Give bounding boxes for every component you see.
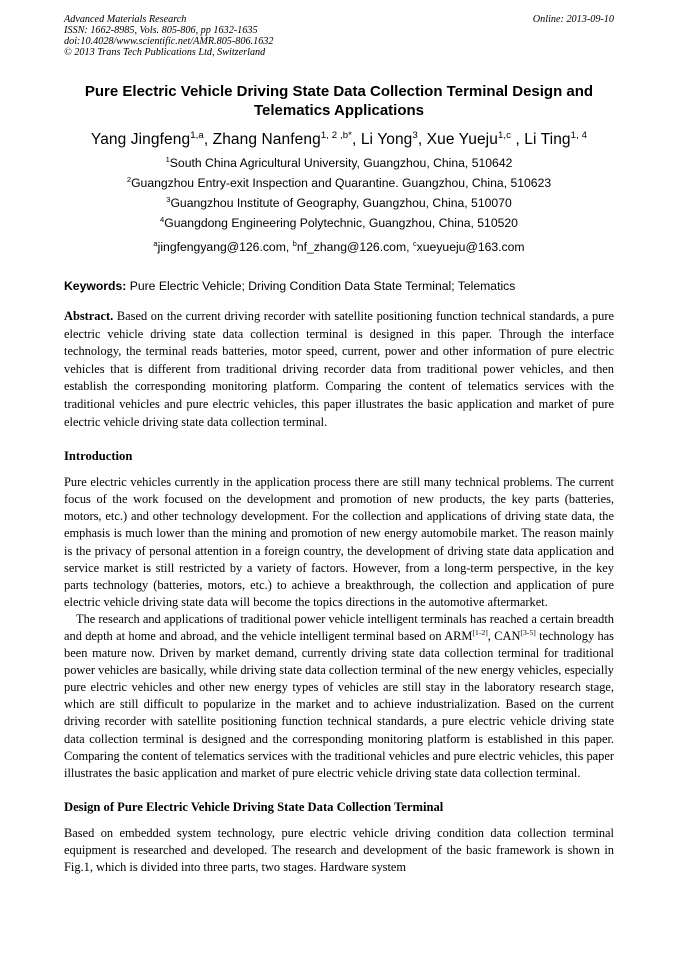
affiliation: [64, 213, 614, 233]
author-affil-marker: 3: [412, 129, 418, 141]
journal-name: Advanced Materials Research: [64, 14, 187, 25]
author-name: , Li Yong: [352, 131, 413, 148]
affiliation: [64, 193, 614, 213]
affiliation-marker: 3: [166, 194, 171, 204]
author-name: , Li Ting: [511, 131, 571, 148]
issn-line: ISSN: 1662-8985, Vols. 805-806, pp 1632-1635: [64, 25, 258, 36]
author-name: , Xue Yueju: [417, 131, 498, 148]
paragraph-text: The research and applications of traditional power vehicle intelligent terminals has reached a certain breadth and depth at home and abroad, and the vehicle intelligent terminal based on ARM: [64, 611, 614, 643]
keywords-text: Pure Electric Vehicle; Driving Condition Data State Terminal; Telematics: [126, 279, 516, 293]
email-address[interactable]: jingfengyang@126.com,: [157, 240, 293, 254]
design-paragraph-1: Based on embedded system technology, pure electric vehicle driving condition data collection terminal equipment is researched and developed. The research and development of the basic framework is shown in Fig.1, which is divided into three parts, two stages. Hardware system: [64, 825, 614, 875]
abstract: [64, 308, 614, 431]
section-heading-introduction: Introduction: [64, 449, 133, 464]
email-address[interactable]: xueyueju@163.com: [416, 240, 525, 254]
email-marker: c: [412, 238, 417, 248]
author-affil-marker: 1,c: [497, 129, 512, 141]
affiliation-marker: 1: [165, 154, 170, 164]
author-list: [64, 130, 614, 150]
journal-header: [64, 14, 614, 60]
title-line-2: Telematics Applications: [253, 102, 425, 119]
author-affil-marker: 1, 4: [570, 129, 588, 141]
paragraph-text: technology has been mature now. Driven by market demand, currently driving state data collection terminal for traditional power vehicles are basically, while driving state data collection terminal of the new energy vehicles, especially pure electric vehicles and other new energy types of vehicles are still stay in the laboratory research stage, which are still difficult to popularize in the market and to achieve industrialization. Based on the current driving recorder with satellite positioning function technical standards, a pure electric vehicle driving state data collection terminal is designed and the corresponding monitoring platform is established in this paper. Comparing the content of telematics services with the traditional vehicles and pure electric vehicles, this paper illustrates the basic application and market of pure electric vehicle driving state data collection terminal.: [64, 629, 614, 780]
citation-ref[interactable]: [3-5]: [520, 627, 536, 637]
email-marker: b: [292, 238, 297, 248]
keywords: [64, 277, 614, 295]
keywords-label: Keywords:: [64, 279, 127, 293]
author-name: , Zhang Nanfeng: [203, 131, 321, 148]
affiliation-marker: 2: [126, 174, 132, 184]
author-affil-marker: 1, 2 ,b*: [320, 129, 353, 141]
abstract-text: Based on the current driving recorder with satellite positioning function technical standards, a pure electric vehicle driving state data collection terminal is designed in this paper. Through the interface technology, the terminal reads batteries, motor speed, current, power and other information of pure electric vehicles that is different from traditional driving recorder data from traditional power vehicles, and then establish the corresponding monitoring platform. Comparing the content of telematics services with the traditional vehicles and pure electric vehicles, this paper illustrates the basic application and market of pure electric vehicle driving state data collection terminal.: [64, 309, 614, 429]
author-affil-marker: 1,a: [190, 129, 204, 141]
email-line: [64, 237, 614, 257]
affiliation-text: South China Agricultural University, Guangzhou, China, 510642: [169, 156, 513, 170]
affiliation-list: [64, 153, 614, 233]
citation-ref[interactable]: [1-2]: [472, 627, 488, 637]
intro-paragraph-1: Pure electric vehicles currently in the application process there are still many technical problems. The current focus of the work focused on the development and promotion of new products, the key parts (batteries, motors, etc.) and other technology development. For the collection and applications of driving state data, the emphasis is much lower than the mining and promotion of new energy automobile market. The reason mainly is the privacy of personal attention in a foreign country, the development of driving state data application and service market is still restricted by a variety of factors. However, from a long-term perspective, in the key parts technology (batteries, motors, etc.) to achieve a breakthrough, the collection and application of pure electric vehicle driving state data will become the topics directions in the automotive aftermarket.: [64, 475, 614, 609]
online-date: Online: 2013-09-10: [532, 14, 614, 25]
copyright-line: © 2013 Trans Tech Publications Ltd, Switzerland: [64, 47, 266, 58]
email-address[interactable]: nf_zhang@126.com,: [296, 240, 413, 254]
affiliation-text: Guangdong Engineering Polytechnic, Guangzhou, China, 510520: [164, 216, 518, 230]
affiliation-marker: 4: [160, 214, 165, 224]
affiliation-text: Guangzhou Institute of Geography, Guangzhou, China, 510070: [170, 196, 512, 210]
abstract-label: Abstract.: [64, 309, 114, 323]
paragraph-text: , CAN: [487, 629, 521, 643]
title-line-1: Pure Electric Vehicle Driving State Data Collection Terminal Design and: [84, 83, 594, 100]
section-heading-design: Design of Pure Electric Vehicle Driving State Data Collection Terminal: [64, 799, 444, 814]
paper-page: [64, 14, 614, 876]
author-name: Yang Jingfeng: [90, 131, 191, 148]
doi-line[interactable]: doi:10.4028/www.scientific.net/AMR.805-806.1632: [64, 36, 274, 47]
affiliation: [64, 153, 614, 173]
intro-paragraph-2: [64, 611, 614, 782]
affiliation-text: Guangzhou Entry-exit Inspection and Quarantine. Guangzhou, China, 510623: [131, 176, 552, 190]
paper-title: [64, 82, 614, 120]
email-marker: a: [153, 238, 158, 248]
affiliation: [64, 173, 614, 193]
